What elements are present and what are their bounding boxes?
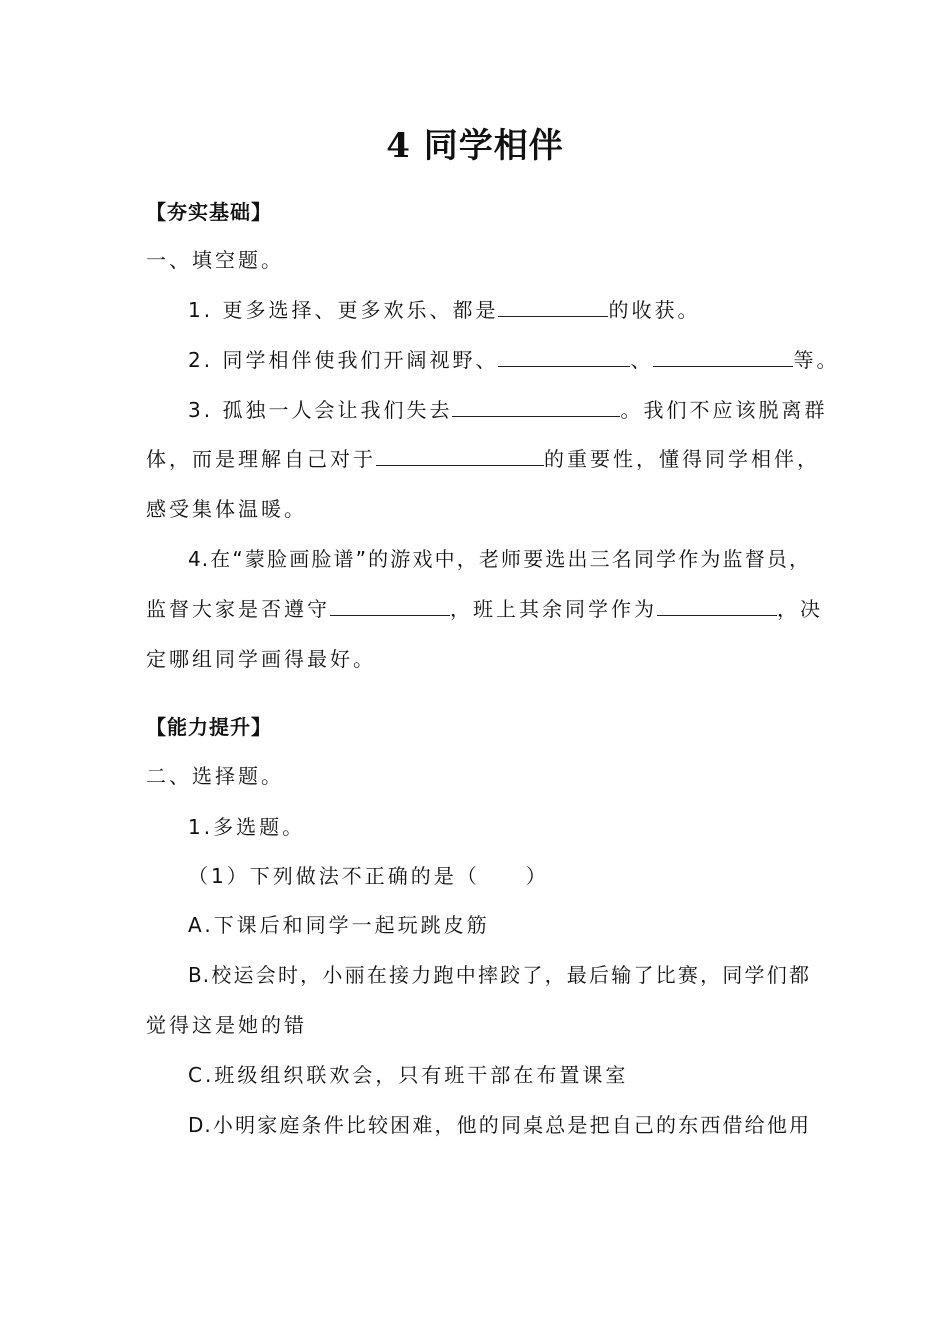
option-b-line-1[interactable]: B.校运会时，小丽在接力跑中摔跤了，最后输了比赛，同学们都 (188, 963, 810, 987)
section-heading-improve: 【能力提升】 (146, 715, 272, 739)
question-3-text-a: 3. 孤独一人会让我们失去 (188, 398, 453, 422)
question-2-text-a: 2. 同学相伴使我们开阔视野、 (188, 348, 499, 372)
question-4-text-a: 监督大家是否遵守 (146, 597, 330, 621)
question-2-text-b: 等。 (793, 348, 840, 372)
question-2-separator: 、 (630, 348, 654, 372)
question-4-line-3: 定哪组同学画得最好。 (146, 647, 376, 671)
answer-blank[interactable] (376, 445, 544, 466)
part-title-fill-in: 一、填空题。 (146, 248, 284, 272)
option-c[interactable]: C.班级组织联欢会，只有班干部在布置课室 (188, 1063, 629, 1087)
part-title-choice: 二、选择题。 (146, 764, 284, 788)
page-title: 4 同学相伴 (386, 126, 564, 166)
question-4-line-2 (146, 595, 823, 623)
answer-blank[interactable] (452, 396, 620, 417)
question-3-text-d: 的重要性，懂得同学相伴， (544, 447, 820, 471)
option-a[interactable]: A.下课后和同学一起玩跳皮筋 (188, 913, 490, 937)
question-3-line-1 (188, 396, 828, 424)
question-2 (188, 346, 840, 374)
question-1-text-b: 的收获。 (608, 298, 701, 322)
choice-question: （1）下列做法不正确的是（ ） (188, 864, 549, 888)
question-3-text-b: 。我们不应该脱离群 (620, 398, 828, 422)
option-b-line-2[interactable]: 觉得这是她的错 (146, 1013, 307, 1037)
question-4-line-1: 4.在“蒙脸画脸谱”的游戏中，老师要选出三名同学作为监督员， (188, 547, 810, 571)
answer-blank[interactable] (330, 595, 450, 616)
question-3-line-3: 感受集体温暖。 (146, 497, 307, 521)
question-3-text-c: 体，而是理解自己对于 (146, 447, 376, 471)
section-heading-basics: 【夯实基础】 (146, 200, 272, 224)
sub-title-multiple-choice: 1.多选题。 (188, 815, 306, 839)
option-d[interactable]: D.小明家庭条件比较困难，他的同桌总是把自己的东西借给他用 (188, 1113, 810, 1137)
question-1-text-a: 1. 更多选择、更多欢乐、都是 (188, 298, 499, 322)
answer-blank[interactable] (498, 346, 630, 367)
answer-blank[interactable] (657, 595, 777, 616)
answer-blank[interactable] (653, 346, 793, 367)
question-4-text-b: ，班上其余同学作为 (450, 597, 657, 621)
question-4-text-c: ，决 (777, 597, 823, 621)
question-1 (188, 296, 810, 324)
answer-blank[interactable] (498, 296, 608, 317)
question-3-line-2 (146, 445, 820, 473)
